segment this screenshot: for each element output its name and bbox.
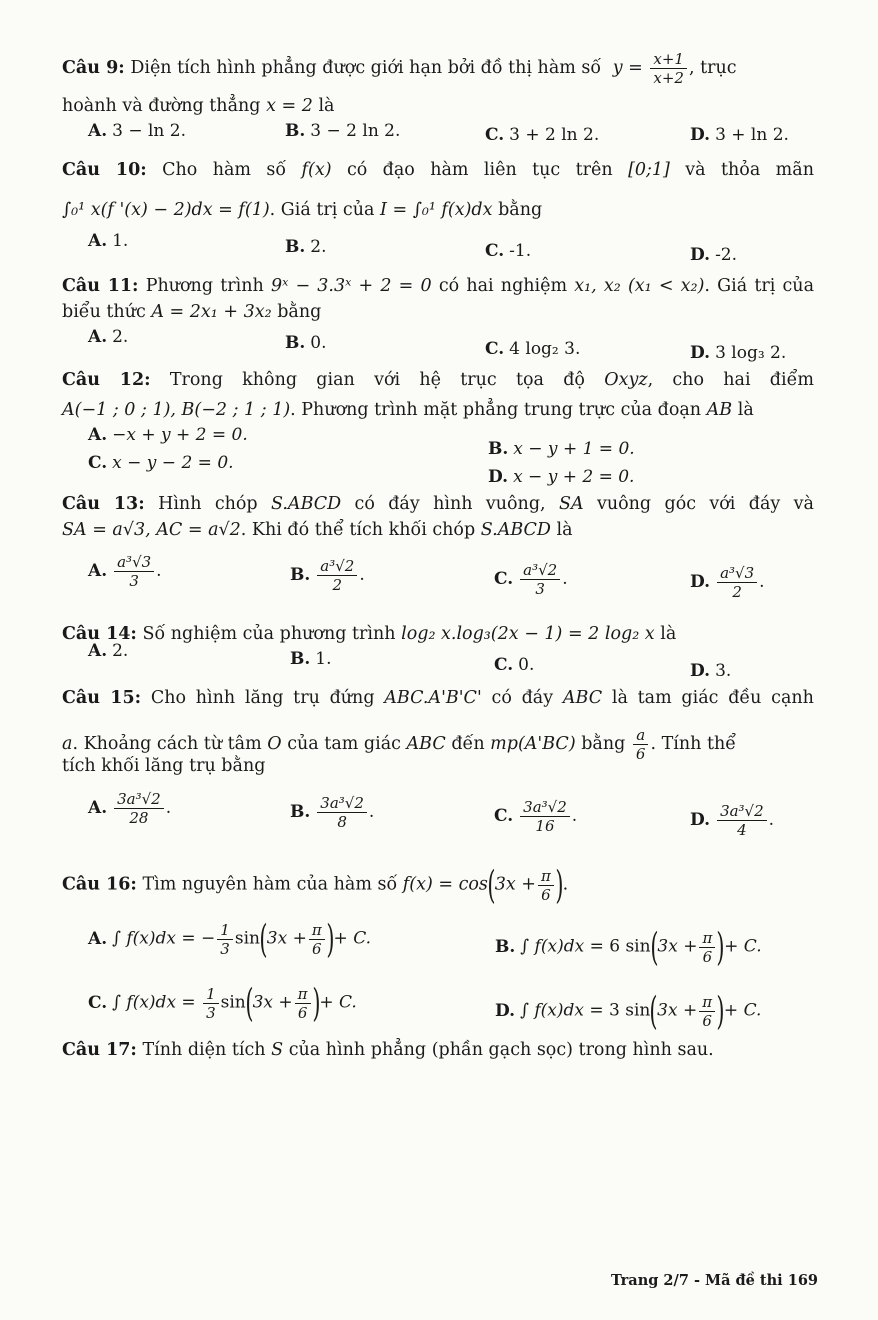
q15-line2-c: của tam giác (287, 734, 401, 754)
q10-text-a: Cho hàm số (162, 160, 287, 180)
q15-opt-c-letter: C. (494, 806, 514, 826)
q9-frac-num: x+1 (650, 50, 687, 69)
q10-option-c[interactable] (485, 240, 531, 262)
q15-opt-d-num: 3a³√2 (717, 802, 767, 821)
q15-prism: ABC.A'B'C' (384, 688, 482, 708)
q12-opt-b-value: x − y + 1 = 0. (513, 439, 635, 459)
q15-opt-c-den: 16 (535, 817, 555, 835)
page-footer: Trang 2/7 - Mã đề thi 169 (610, 1272, 818, 1289)
q11-opt-c-value: 4 log₂ 3. (509, 339, 581, 359)
q16-line1: Câu 16: Tìm nguyên hàm của hàm số f(x) = cos(3x + $\frac{\pi}{6}$ ). (62, 863, 569, 907)
q10-opt-d-letter: D. (690, 245, 711, 265)
q11-opt-c-letter: C. (485, 339, 505, 359)
q16-opt-a-inner: 3x + (266, 928, 307, 949)
q14-opt-c-letter: C. (494, 655, 514, 675)
q11-option-a[interactable] (88, 326, 128, 348)
q16-opt-c-num: 1 (203, 985, 219, 1004)
q11-option-c[interactable] (485, 338, 580, 360)
q11-option-d[interactable] (690, 342, 786, 364)
q9-option-d[interactable] (690, 124, 789, 146)
q15-opt-b-den: 8 (337, 813, 347, 831)
q10-line2 (62, 198, 814, 222)
q13-text-b: có đáy hình vuông, (354, 494, 546, 514)
q13-opt-d-frac (717, 564, 757, 601)
q11-opt-d-value: 3 log₃ 2. (715, 343, 787, 363)
q11-opt-a-letter: A. (88, 327, 108, 347)
q14-opt-a-value: 2. (112, 641, 129, 661)
q16-opt-d-letter: D. (495, 1000, 516, 1021)
q15-opt-d-frac (717, 802, 767, 839)
q11-opt-b-value: 0. (310, 333, 327, 353)
q10-option-a[interactable] (88, 230, 128, 252)
q15-line2-b: . Khoảng cách từ tâm (72, 734, 262, 754)
q13-option-b[interactable]: B. $\frac{\text{a³√2}}{2}$ . (290, 557, 365, 594)
q12-line2 (62, 398, 814, 422)
q16-opt-c-tail: + C. (319, 992, 357, 1013)
q12-oxyz: Oxyz (604, 370, 648, 390)
q16-opt-a-six: 6 (312, 939, 322, 958)
q16-opt-c-rparen: ) (311, 981, 321, 1025)
q9-option-a[interactable] (88, 120, 186, 142)
q10-opt-d-value: -2. (715, 245, 738, 265)
q16-inner: 3x + (494, 874, 536, 895)
q16-opt-a-sin: sin (234, 928, 260, 949)
q16-opt-b-inner: 3x + (657, 936, 698, 957)
q13-line2-sabcd: S.ABCD (480, 520, 551, 540)
q13-opt-c-num: a³√2 (520, 561, 560, 580)
q13-opt-b-letter: B. (290, 565, 311, 585)
q13-opt-b-frac (317, 557, 357, 594)
q15-opt-d-den: 4 (737, 821, 747, 839)
q11-label: Câu 11: (62, 276, 139, 296)
q16-opt-a-rparen: ) (326, 917, 335, 961)
q16-label: Câu 16: (62, 874, 137, 895)
q13-line2-end: là (556, 520, 573, 540)
q12-opt-d-letter: D. (488, 467, 509, 487)
q10-text-c: và thỏa mãn (685, 160, 814, 180)
q15-frac-num: a (633, 726, 649, 745)
q9-line2-text: hoành và đường thẳng (62, 96, 261, 116)
q10-opt-a-value: 1. (112, 231, 129, 251)
q10-label: Câu 10: (62, 160, 147, 180)
q16-option-a[interactable] (88, 917, 371, 961)
q11-opt-a-value: 2. (112, 327, 129, 347)
q15-opt-c-num: 3a³√2 (520, 798, 570, 817)
q13-opt-d-den: 2 (732, 583, 742, 601)
q15-option-b[interactable]: B. $\frac{\text{3a³√2}}{8}$ . (290, 794, 375, 831)
q15-option-a[interactable]: A. $\frac{\text{3a³√2}}{28}$ . (88, 790, 172, 827)
q13-opt-b-den: 2 (332, 576, 343, 594)
q9-label: Câu 9: (62, 58, 125, 78)
q15-abc: ABC (562, 688, 603, 708)
q17-text-a: Tính diện tích (142, 1040, 266, 1060)
q15-opt-b-num: 3a³√2 (317, 794, 367, 813)
q10-line1 (62, 158, 814, 182)
q10-opt-b-value: 2. (310, 237, 327, 257)
q15-opt-c-frac (520, 798, 570, 835)
q16-option-b[interactable] (495, 925, 762, 969)
q16-opt-d-rparen: ) (716, 989, 725, 1033)
q16-opt-d-lparen: ( (649, 989, 658, 1033)
q15-option-d[interactable]: D. $\frac{\text{3a³√2}}{4}$ . (690, 802, 775, 839)
q13-sa: SA (558, 494, 584, 514)
q15-line2-e: bằng (581, 734, 626, 754)
q14-opt-b-letter: B. (290, 649, 311, 669)
q10-opt-b-letter: B. (285, 237, 306, 257)
q13-opt-a-letter: A. (88, 561, 108, 581)
q10-integral-cond: ∫₀¹ x(f '(x) − 2)dx = f(1) (62, 200, 270, 220)
q15-opt-b-frac (317, 794, 367, 831)
q12-opt-a-letter: A. (88, 425, 108, 445)
q14-text-a: Số nghiệm của phương trình (142, 624, 396, 644)
q17-text-b: của hình phẳng (phần gạch sọc) trong hình sau. (288, 1040, 714, 1060)
q13-opt-c-letter: C. (494, 569, 514, 589)
q16-opt-b-tail: + C. (724, 936, 762, 957)
q10-option-b[interactable] (285, 236, 327, 258)
q9-line1 (62, 50, 814, 87)
q15-opt-d-letter: D. (690, 810, 711, 830)
q14-opt-b-value: 1. (315, 649, 332, 669)
q13-opt-a-den: 3 (129, 572, 139, 590)
q15-line1 (62, 686, 814, 710)
q13-opt-d-letter: D. (690, 572, 711, 592)
q11-opt-d-letter: D. (690, 343, 711, 363)
q17-line1 (62, 1038, 814, 1062)
q14-option-b[interactable] (290, 648, 332, 670)
q9-line2-math: x = 2 (266, 96, 313, 116)
q13-opt-c-frac (520, 561, 560, 598)
q9-fraction (650, 50, 687, 87)
q14-opt-d-value: 3. (715, 661, 732, 681)
q9-func-lhs: y = (612, 58, 643, 78)
q11-line2 (62, 300, 814, 324)
q12-opt-c-letter: C. (88, 453, 108, 473)
q14-option-c[interactable] (494, 654, 534, 676)
q11-line2-end: bằng (277, 302, 322, 322)
q14-opt-d-letter: D. (690, 661, 711, 681)
q9-line2-end: là (318, 96, 335, 116)
q15-option-c[interactable]: C. $\frac{\text{3a³√2}}{16}$ . (494, 798, 578, 835)
q16-text-a: Tìm nguyên hàm của hàm số (142, 874, 398, 895)
q16-opt-c-pi: π (295, 985, 311, 1004)
q16-opt-d-inner: 3x + (657, 1000, 698, 1021)
q16-opt-b-lparen: ( (649, 925, 659, 969)
q12-opt-a-value: −x + y + 2 = 0. (112, 425, 248, 445)
q16-opt-c-six: 6 (297, 1003, 308, 1022)
q9-option-b[interactable] (285, 120, 400, 142)
q15-line2-abc: ABC (406, 734, 446, 754)
q16-opt-d-lhs: ∫ f(x)dx = (520, 1000, 604, 1021)
q16-pi: π (538, 867, 554, 886)
q13-label: Câu 13: (62, 494, 145, 514)
q12-opt-b-letter: B. (488, 439, 509, 459)
q15-opt-a-den: 28 (129, 809, 149, 827)
q9-opt-a-letter: A. (88, 121, 108, 141)
q16-opt-b-pi-frac (699, 929, 715, 966)
q16-six: 6 (541, 885, 551, 904)
q9-opt-c-value: 3 + 2 ln 2. (509, 125, 600, 145)
q13-opt-a-frac (114, 553, 154, 590)
q13-sabcd: S.ABCD (271, 494, 342, 514)
q10-interval: [0;1] (628, 160, 670, 180)
q12-option-d[interactable] (488, 466, 634, 488)
q15-opt-b-letter: B. (290, 802, 311, 822)
q15-text-a: Cho hình lăng trụ đứng (150, 688, 375, 708)
q15-text-c: là tam giác đều cạnh (611, 688, 814, 708)
q13-text-a: Hình chóp (158, 494, 258, 514)
q15-o: O (267, 734, 282, 754)
q13-given: SA = a√3, AC = a√2 (62, 520, 241, 540)
q11-roots: x₁, x₂ (x₁ < x₂) (574, 276, 705, 296)
q16-opt-c-lhs: ∫ f(x)dx = (112, 992, 196, 1013)
q13-opt-a-num: a³√3 (114, 553, 154, 572)
q12-option-b[interactable] (488, 438, 635, 460)
q16-opt-c-pi-frac (295, 985, 311, 1022)
q9-opt-d-value: 3 + ln 2. (715, 125, 789, 145)
q15-line3 (62, 754, 814, 778)
q13-opt-c-den: 3 (535, 580, 545, 598)
q9-option-c[interactable] (485, 124, 599, 146)
q15-text-b: có đáy (491, 688, 554, 708)
q11-line1 (62, 274, 814, 298)
q12-line1 (62, 368, 814, 392)
q14-label: Câu 14: (62, 624, 137, 644)
q10-opt-c-value: -1. (509, 241, 532, 261)
q16-opt-b-letter: B. (495, 936, 516, 957)
q10-integral-i: I = ∫₀¹ f(x)dx (380, 200, 493, 220)
q12-opt-c-value: x − y − 2 = 0. (112, 453, 234, 473)
q9-frac-den: x+2 (653, 69, 684, 87)
q16-opt-c-inner: 3x + (252, 992, 293, 1013)
q16-opt-a-lparen: ( (259, 917, 268, 961)
q16-opt-a-pi-frac (309, 921, 325, 958)
q9-opt-c-letter: C. (485, 125, 505, 145)
q15-line2-d: đến (451, 734, 485, 754)
q9-line2 (62, 94, 814, 118)
q16-lparen: ( (487, 863, 496, 907)
q15-label: Câu 15: (62, 688, 142, 708)
q11-eq: 9ˣ − 3.3ˣ + 2 = 0 (270, 276, 432, 296)
q14-line1 (62, 622, 814, 646)
q16-opt-c-lparen: ( (245, 981, 254, 1025)
q11-text-a: Phương trình (145, 276, 264, 296)
q10-fx: f(x) (301, 160, 332, 180)
q16-func: f(x) = cos (402, 874, 488, 895)
q12-text-b: , cho hai điểm (647, 370, 814, 390)
q12-ab: AB (706, 400, 733, 420)
q11-text-c: . Giá trị của (704, 276, 814, 296)
q16-opt-b-six: 6 (702, 947, 713, 966)
q16-pi-frac (538, 867, 554, 904)
q15-line3-text: tích khối lăng trụ bằng (62, 756, 266, 776)
q11-line2-text: biểu thức (62, 302, 146, 322)
q9-opt-b-value: 3 − 2 ln 2. (310, 121, 401, 141)
q16-opt-a-den: 3 (220, 939, 230, 958)
q13-line2 (62, 518, 814, 542)
q14-option-d[interactable] (690, 660, 731, 682)
q9-opt-d-letter: D. (690, 125, 711, 145)
q16-opt-b-lhs: ∫ f(x)dx = (520, 936, 604, 957)
q14-text-b: là (660, 624, 677, 644)
q16-opt-b-coef: 6 sin (609, 936, 651, 957)
q16-opt-c-den: 3 (206, 1003, 216, 1022)
q15-line2-f: . Tính thể (650, 734, 737, 754)
q17-s: S (271, 1040, 284, 1060)
q13-text-c: vuông góc với đáy và (596, 494, 814, 514)
q9-opt-a-value: 3 − ln 2. (112, 121, 186, 141)
q9-opt-b-letter: B. (285, 121, 306, 141)
q16-opt-a-sign: − (201, 928, 216, 949)
q13-opt-b-num: a³√2 (317, 557, 357, 576)
q16-opt-c-letter: C. (88, 992, 108, 1013)
q15-frac-den: 6 (635, 745, 646, 763)
q10-text-b: có đạo hàm liên tục trên (346, 160, 613, 180)
q16-opt-d-six: 6 (702, 1011, 712, 1030)
q10-opt-c-letter: C. (485, 241, 505, 261)
q12-label: Câu 12: (62, 370, 151, 390)
q11-text-b: có hai nghiệm (438, 276, 568, 296)
q16-opt-b-rparen: ) (716, 925, 725, 969)
q13-line2-mid: . Khi đó thể tích khối chóp (240, 520, 476, 540)
q9-text-a: Diện tích hình phẳng được giới hạn bởi đồ thị hàm số (130, 58, 602, 78)
q15-a: a (62, 734, 73, 754)
q16-opt-a-tail: + C. (333, 928, 371, 949)
q12-line2-end: là (737, 400, 754, 420)
q12-opt-d-value: x − y + 2 = 0. (513, 467, 635, 487)
q10-option-d[interactable] (690, 244, 737, 266)
q15-mp: mp(A'BC) (490, 734, 576, 754)
q16-opt-a-frac (217, 921, 233, 958)
q11-opt-b-letter: B. (285, 333, 306, 353)
q16-rparen: ) (555, 863, 564, 907)
q13-option-c[interactable]: C. $\frac{\text{a³√2}}{3}$ . (494, 561, 568, 598)
q16-opt-d-tail: + C. (723, 1000, 762, 1021)
q9-text-b: , trục (688, 58, 737, 78)
q11-option-b[interactable] (285, 332, 327, 354)
q16-opt-b-pi: π (699, 929, 715, 948)
q16-opt-a-letter: A. (88, 928, 108, 949)
q10-line2-mid: . Giá trị của (269, 200, 375, 220)
q16-opt-a-num: 1 (217, 921, 233, 940)
q16-opt-d-pi: π (699, 993, 715, 1012)
q16-opt-d-coef: 3 sin (609, 1000, 651, 1021)
q12-points: A(−1 ; 0 ; 1), B(−2 ; 1 ; 1) (62, 400, 291, 420)
q16-opt-c-frac (203, 985, 219, 1022)
q15-opt-a-frac (114, 790, 164, 827)
q13-opt-d-num: a³√3 (717, 564, 757, 583)
q16-opt-a-pi: π (309, 921, 325, 940)
q16-opt-c-sin: sin (220, 992, 246, 1013)
q16-opt-d-pi-frac (699, 993, 715, 1030)
q12-option-c[interactable] (88, 452, 234, 474)
q17-label: Câu 17: (62, 1040, 137, 1060)
q13-line1 (62, 492, 814, 516)
q10-opt-a-letter: A. (88, 231, 108, 251)
q16-opt-a-lhs: ∫ f(x)dx = (112, 928, 196, 949)
q15-opt-a-letter: A. (88, 798, 108, 818)
q14-opt-a-letter: A. (88, 641, 108, 661)
q14-opt-c-value: 0. (518, 655, 535, 675)
q14-eq: log₂ x.log₃(2x − 1) = 2 log₂ x (401, 624, 655, 644)
q13-option-d[interactable]: D. $\frac{\text{a³√3}}{2}$ . (690, 564, 765, 601)
q14-option-a[interactable] (88, 640, 128, 662)
q13-option-a[interactable]: A. $\frac{\text{a³√3}}{3}$ . (88, 553, 162, 590)
q11-line2-math: A = 2x₁ + 3x₂ (151, 302, 272, 322)
q12-line2-mid: . Phương trình mặt phẳng trung trực của đoạn (290, 400, 702, 420)
q15-opt-a-num: 3a³√2 (114, 790, 164, 809)
q10-line2-end: bằng (498, 200, 543, 220)
q12-option-a[interactable] (88, 424, 248, 446)
q16-option-d[interactable] (495, 989, 762, 1033)
q12-text-a: Trong không gian với hệ trục tọa độ (169, 370, 585, 390)
q16-option-c[interactable] (88, 981, 357, 1025)
